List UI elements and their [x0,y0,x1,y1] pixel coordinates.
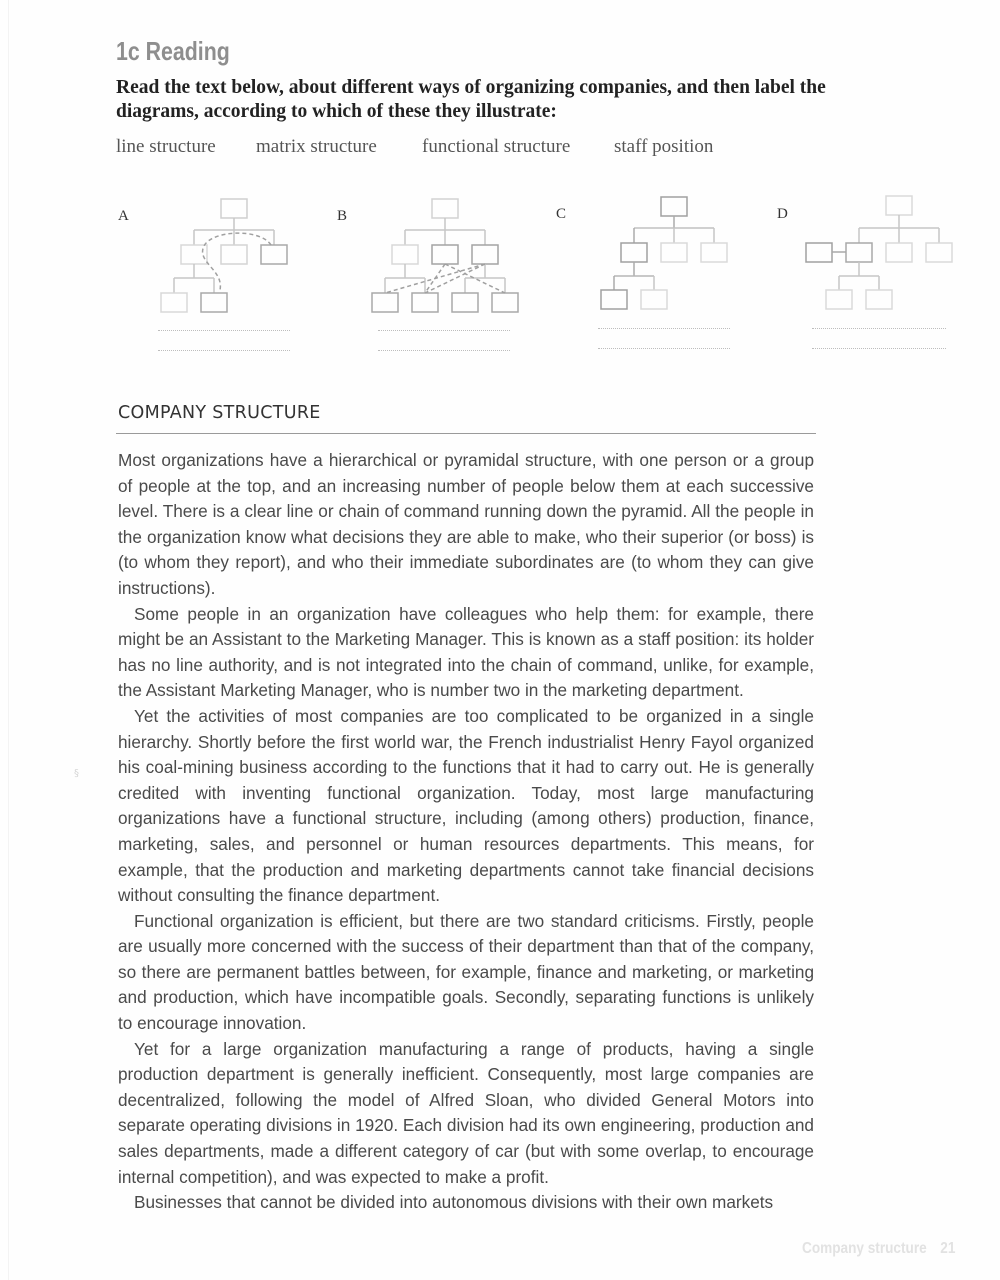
paragraph-4: Functional organization is efficient, but there are two standard criticisms. Firstly, people are usually more concerned with the success of their department than that of the company, so there are permanent battles between, for example, finance and marketing, or marketing and production, which have incompatible goals. Secondly, separating functions is unlikely to encourage innovation. [118,910,814,1034]
diagram-b-org-chart [360,190,530,320]
exercise-instruction: Read the text below, about different ways of organizing companies, and then label the diagrams, according to which of these they illustrate: [116,77,826,122]
article-body [118,448,814,1216]
diagram-a-answer-line-2[interactable] [158,350,290,351]
option-line-structure: line structure [116,136,216,157]
diagram-c-label: C [556,206,567,222]
option-matrix-structure: matrix structure [256,136,377,157]
diagram-c-answer-line-2[interactable] [598,348,730,349]
heading-divider [116,433,816,434]
diagram-b-answer-line-2[interactable] [378,350,510,351]
page-number: 21 [940,1240,956,1257]
diagram-b-answer-line-1[interactable] [378,330,510,331]
diagram-d-answer-line-2[interactable] [812,348,946,349]
diagram-a-org-chart [150,190,300,320]
diagram-d-answer-line-1[interactable] [812,328,946,329]
option-functional-structure: functional structure [422,136,571,157]
article-heading: COMPANY STRUCTURE [118,403,321,423]
section-title: 1c Reading [116,36,230,66]
diagram-d-label: D [777,206,788,222]
page-spine-shadow [8,0,9,1280]
diagram-c-org-chart [590,190,740,320]
paragraph-6: Businesses that cannot be divided into autonomous divisions with their own markets [134,1192,774,1213]
diagram-d-org-chart [790,190,960,320]
diagram-c-answer-line-1[interactable] [598,328,730,329]
scan-mark: § [74,768,79,779]
diagram-b-label: B [337,208,348,224]
option-staff-position: staff position [614,136,714,157]
diagram-a-label: A [118,208,129,224]
paragraph-2: Some people in an organization have colleagues who help them: for example, there might be an Assistant to the Marketing Manager. This is known as a staff position: its holder has no line authority, and is not integrated into the chain of command, unlike, for example, the Assistant Marketing Manager, who is number two in the marketing department. [118,603,814,701]
paragraph-5: Yet for a large organization manufacturing a range of products, having a single production department is generally inefficient. Consequently, most large companies are decentralized, following the model of Alfred Sloan, who divided General Motors into separate operating divisions in 1920. Each division had its own engineering, production and sales departments, made a different category of car (but with some overlap, to encourage internal competition), and was expected to make a profit. [118,1038,814,1187]
running-title: Company structure [802,1240,927,1257]
paragraph-1: Most organizations have a hierarchical or pyramidal structure, with one person or a group of people at the top, and an increasing number of people below them at each successive level. There is a clear line or chain of command running down the pyramid. All the people in the organization know what decisions they are able to make, who their superior (or boss) is (to whom they report), and who their immediate subordinates are (to whom they can give instructions). [118,450,814,598]
paragraph-3: Yet the activities of most companies are too complicated to be organized in a single hierarchy. Shortly before the first world war, the French industrialist Henry Fayol organized his coal-mining business according to the functions that it had to carry out. He is generally credited with inventing functional organization. Today, most large manufacturing organizations have a functional structure, including (among others) production, finance, marketing, sales, and personnel or human resources departments. This means, for example, that the production and marketing departments cannot take financial decisions without consulting the finance department. [118,705,814,906]
page-footer [802,1240,955,1258]
diagram-a-answer-line-1[interactable] [158,330,290,331]
